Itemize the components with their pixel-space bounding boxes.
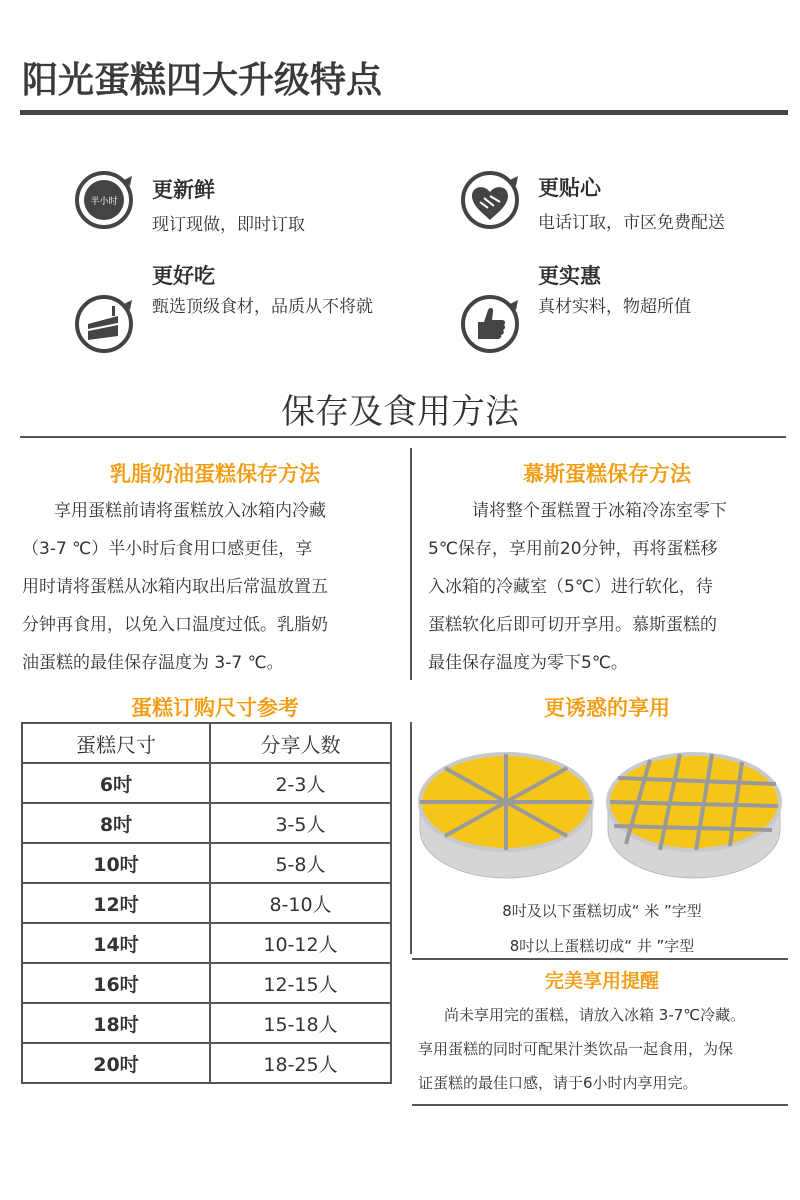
- size-table-title: 蛋糕订购尺寸参考: [131, 696, 299, 720]
- handshake-icon: [460, 170, 520, 230]
- clock-icon: [74, 170, 134, 230]
- mousse-title: 慕斯蛋糕保存方法: [523, 462, 691, 486]
- cut-caption-jing: 8吋以上蛋糕切成“ 井 ”字型: [509, 937, 695, 955]
- size-cell: 20吋: [22, 1043, 210, 1083]
- text-line: 5℃保存，享用前20分钟，再将蛋糕移: [428, 539, 718, 559]
- storage-title: 保存及食用方法: [281, 392, 519, 432]
- badge-text: 半小时: [90, 197, 118, 207]
- tip-title: 完美享用提醒: [544, 970, 659, 992]
- table-row: [22, 883, 391, 923]
- table-row: [22, 843, 391, 883]
- feature-name: 更实惠: [538, 264, 601, 288]
- size-cell: 16吋: [22, 963, 210, 1003]
- feature-desc: 甄选顶级食材，品质从不将就: [152, 297, 373, 317]
- mousse-text: [428, 492, 798, 682]
- cake-jing-cut: [608, 754, 780, 878]
- table-row: [22, 763, 391, 803]
- cream-text: [22, 492, 402, 682]
- text-line: 请将整个蛋糕置于冰箱冷冻室零下: [472, 501, 727, 521]
- page-title: 阳光蛋糕四大升级特点: [22, 60, 383, 101]
- people-cell: 12-15人: [210, 963, 391, 1003]
- title-underline: [20, 110, 788, 115]
- feature-value: [460, 258, 800, 348]
- size-cell: 10吋: [22, 843, 210, 883]
- text-line: 享用蛋糕前请将蛋糕放入冰箱内冷藏: [54, 501, 326, 521]
- feature-name: 更贴心: [538, 176, 601, 200]
- table-row: [22, 923, 391, 963]
- text-line: 享用蛋糕的同时可配果汁类饮品一起食用，为保: [418, 1040, 734, 1058]
- feature-name: 更新鲜: [152, 178, 215, 202]
- text-line: 用时请将蛋糕从冰箱内取出后常温放置五: [22, 577, 328, 597]
- table-header-row: [22, 723, 391, 763]
- size-cell: 18吋: [22, 1003, 210, 1043]
- thumbs-up-icon: [460, 294, 520, 354]
- table-row: [22, 803, 391, 843]
- text-line: 分钟再食用，以免入口温度过低。乳脂奶: [22, 615, 328, 635]
- table-row: [22, 963, 391, 1003]
- table-row: [22, 1003, 391, 1043]
- feature-desc: 现订现做，即时订取: [152, 215, 305, 235]
- feature-fresh: [74, 170, 424, 260]
- text-line: 尚未享用完的蛋糕，请放入冰箱 3-7℃冷藏。: [444, 1006, 746, 1024]
- section-divider: [20, 436, 786, 438]
- text-line: 证蛋糕的最佳口感，请于6小时内享用完。: [418, 1074, 698, 1092]
- tip-text: [418, 998, 798, 1100]
- header-cell: 蛋糕尺寸: [22, 723, 210, 763]
- text-line: 蛋糕软化后即可切开享用。慕斯蛋糕的: [428, 615, 717, 635]
- feature-tasty: [74, 258, 424, 348]
- cut-caption-mi: 8吋及以下蛋糕切成“ 米 ”字型: [502, 902, 702, 920]
- people-cell: 5-8人: [210, 843, 391, 883]
- size-cell: 8吋: [22, 803, 210, 843]
- people-cell: 15-18人: [210, 1003, 391, 1043]
- cake-cutting-illustration: [414, 740, 790, 890]
- cream-title: 乳脂奶油蛋糕保存方法: [110, 462, 320, 486]
- enjoy-title: 更诱惑的享用: [544, 696, 670, 720]
- text-line: （3-7 ℃）半小时后食用口感更佳，享: [22, 539, 313, 559]
- size-cell: 6吋: [22, 763, 210, 803]
- enjoy-divider: [412, 958, 788, 960]
- table-row: [22, 1043, 391, 1083]
- people-cell: 18-25人: [210, 1043, 391, 1083]
- cake-slice-icon: [74, 294, 134, 354]
- feature-desc: 电话订取，市区免费配送: [538, 213, 725, 233]
- cake-mi-cut: [420, 754, 592, 878]
- text-line: 入冰箱的冷藏室（5℃）进行软化，待: [428, 577, 713, 597]
- size-cell: 14吋: [22, 923, 210, 963]
- feature-name: 更好吃: [152, 264, 215, 288]
- size-cell: 12吋: [22, 883, 210, 923]
- feature-caring: [460, 170, 800, 260]
- people-cell: 8-10人: [210, 883, 391, 923]
- bottom-divider: [412, 1104, 788, 1106]
- text-line: 最佳保存温度为零下5℃。: [428, 653, 628, 673]
- people-cell: 10-12人: [210, 923, 391, 963]
- header-cell: 分享人数: [210, 723, 391, 763]
- people-cell: 3-5人: [210, 803, 391, 843]
- text-line: 油蛋糕的最佳保存温度为 3-7 ℃。: [22, 653, 284, 673]
- feature-desc: 真材实料，物超所值: [538, 297, 691, 317]
- size-table: [21, 722, 392, 1084]
- people-cell: 2-3人: [210, 763, 391, 803]
